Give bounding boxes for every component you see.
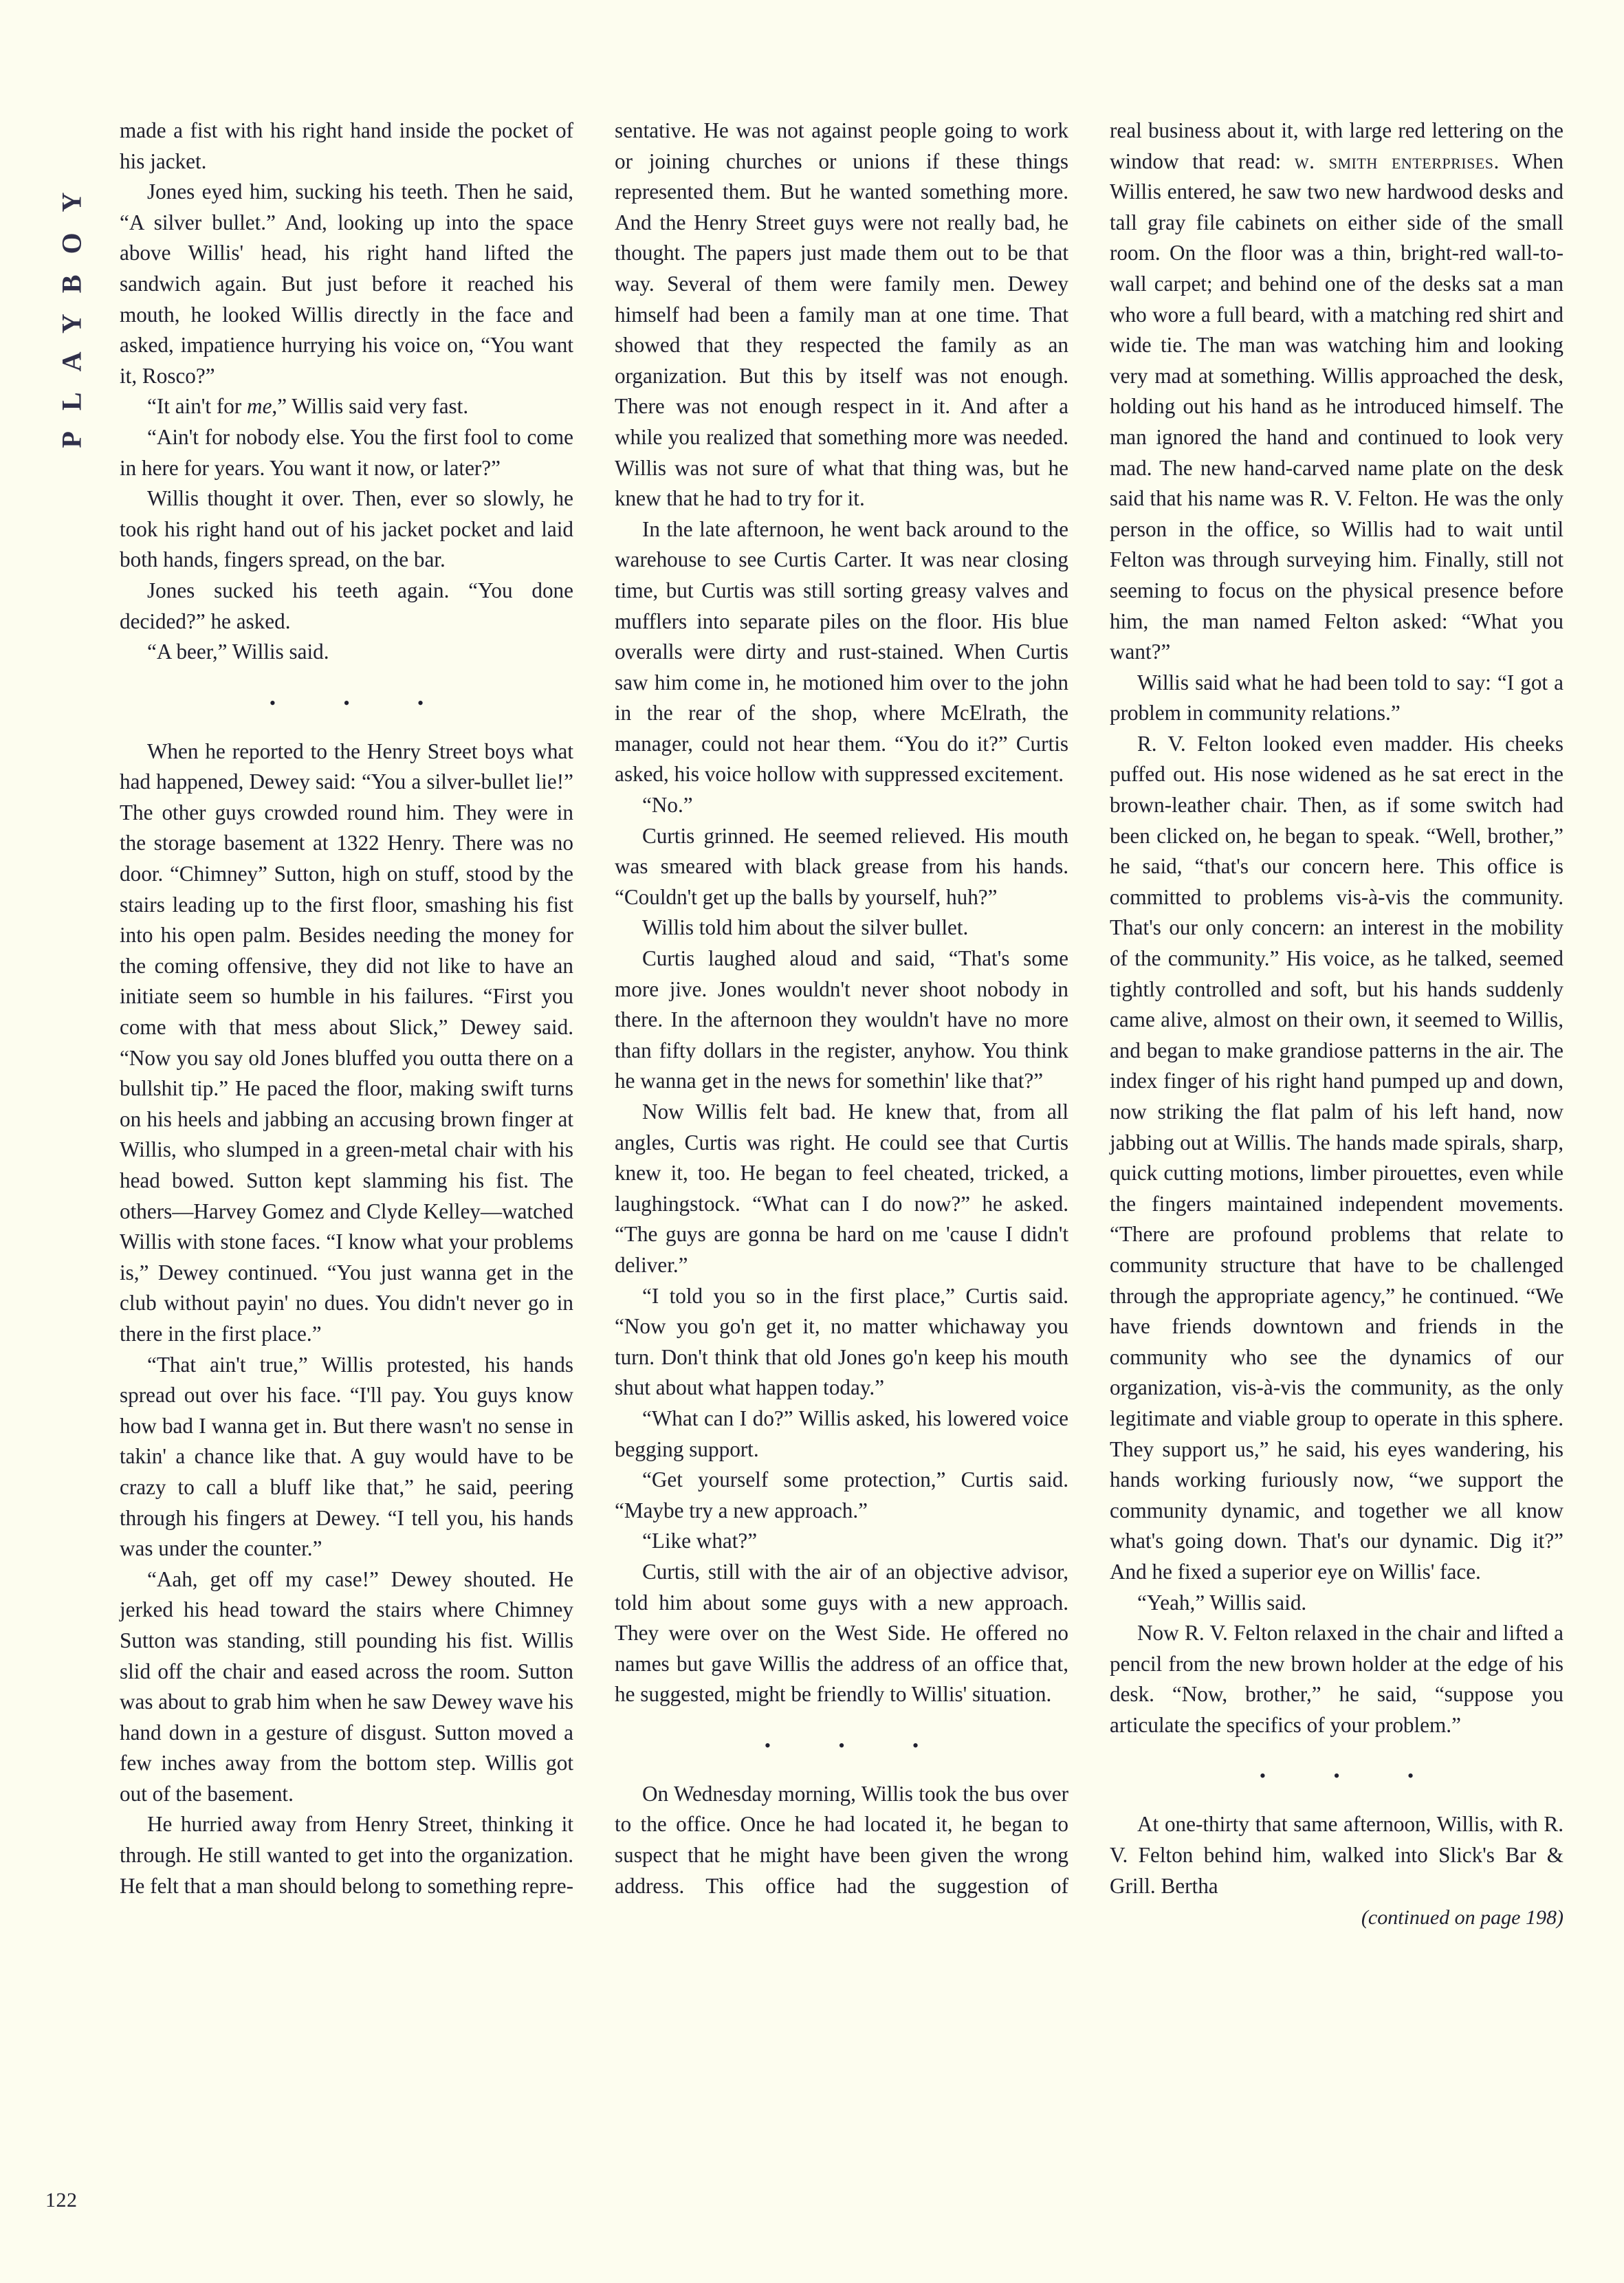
quote-fragment: ,” Willis said very fast. — [272, 394, 469, 419]
paragraph: “Aah, get off my case!” Dewey shouted. He jerked his head toward the stairs where Chimney Sutton was standing, still pounding his fist. Willis slid off the chair and eased across the room. Sutton was about to grab him when he saw Dewey wave his hand down in a gesture of disgust. Sutton moved a few inches away from the bottom step. Willis got out of the basement. — [120, 1566, 573, 1806]
paragraph: He hurried away from Henry Street, thinking it through. He still wanted to get into the organization. He felt that a man should belong to something repre- — [120, 1812, 573, 1898]
text-fragment: real business about it, with large red lettering on the window that read: — [1110, 118, 1563, 173]
paragraph — [120, 391, 573, 422]
section-break: • • • — [764, 1735, 951, 1756]
page-number: 122 — [45, 2189, 78, 2211]
paragraph: “Like what?” — [642, 1529, 758, 1553]
paragraph — [1110, 116, 1563, 668]
paragraph: In the late afternoon, he went back around to the warehouse to see Curtis Carter. It was near closing time, but Curtis was still sorting greasy valves and mufflers into separate piles on the floor. His blue overalls were dirty and rust-stained. When Curtis saw him come in, he motioned him over to the john in the rear of the shop, where McElrath, the manager, could not hear them. “You do it?” Curtis asked, his voice hollow with suppressed excitement. — [615, 516, 1068, 787]
text-fragment: . When Willis entered, he saw two new hardwood desks and tall gray file cabinets on either side of the small room. On the floor was a thin, bright-red wall-to-wall carpet; and behind one of the desks sat a man who wore a full beard, with a matching red shirt and wide tie. The man was watching him and looking very mad at something. Willis approached the desk, holding out his hand as he introduced himself. The man ignored the hand and continued to look very mad. The new hand-carved name plate on the desk said that his name was R. V. Felton. He was the only person in the office, so Willis had to wait until Felton was through surveying him. Finally, still not seeming to focus on the physical presence before him, the man named Felton asked: “What you want?” — [1110, 149, 1563, 664]
paragraph: “I told you so in the first place,” Curtis said. “Now you go'n get it, no matter whichaway you turn. Don't think that old Jones go'n keep his mouth shut about what happen today.” — [615, 1283, 1068, 1400]
paragraph: Curtis, still with the air of an objective advisor, told him about some guys with a new approach. They were over on the West Side. He offered no names but gave Willis the address of an office that, he suggested, might be friendly to Willis' situation. — [615, 1559, 1068, 1707]
text-column-3 — [1110, 116, 1563, 2178]
paragraph: “A beer,” Willis said. — [147, 640, 329, 664]
paragraph: Willis said what he had been told to say: “I got a problem in community relations.” — [1110, 670, 1563, 725]
paragraph: Now R. V. Felton relaxed in the chair and lifted a pencil from the new brown holder at the edge of his desk. “Now, brother,” he said, “suppose you articulate the specifics of your problem.” — [1110, 1621, 1563, 1737]
paragraph: When he reported to the Henry Street boys what had happened, Dewey said: “You a silver-bullet lie!” The other guys crowded round him. They were in the storage basement at 1322 Henry. There was no door. “Chimney” Sutton, high on stuff, stood by the stairs leading up to the first floor, smashing his fist into his open palm. Besides needing the money for the coming offensive, they did not like to have an initiate seem so humble in his failures. “First you come with that mess about Slick,” Dewey said. “Now you say old Jones bluffed you outta there on a bullshit tip.” He paced the floor, making swift turns on his heels and jabbing an accusing brown finger at Willis, who slumped in a green-metal chair with his head bowed. Sutton kept slamming his fist. The others—Harvey Gomez and Clyde Kelley—watched Willis with stone faces. “I know what your problems is,” Dewey continued. “You just wanna get in the club without payin' no dues. You didn't never go in there in the first place.” — [120, 739, 573, 1346]
emphasis: me — [247, 394, 272, 419]
paragraph: Jones eyed him, sucking his teeth. Then he said, “A silver bullet.” And, looking up into the space above Willis' head, his right hand lifted the sandwich again. But just before it reached his mouth, he looked Willis directly in the face and asked, impatience hurrying his voice on, “You want it, Rosco?” — [120, 179, 573, 388]
paragraph: sentative. He was not against people going to work or joining churches or unions if these things represented them. But he wanted something more. And the Henry Street guys were not really bad, he thought. The papers just made them out to be that way. Several of them were family men. Dewey himself had been a family man at one time. That showed that they respected the family as an organization. But this by itself was not enough. There was not enough respect in it. And after a while you realized that something more was needed. Willis was not sure of what that thing was, but he knew that he had to try for it. — [615, 118, 1068, 511]
paragraph: “No.” — [642, 793, 693, 818]
paragraph: Curtis laughed aloud and said, “That's some more jive. Jones wouldn't never shoot nobody in there. In the afternoon they wouldn't have no more than fifty dollars in the register, anyhow. You think he wanna get in the news for somethin' like that?” — [615, 946, 1068, 1093]
small-caps-signage: w. smith enterprises — [1294, 149, 1494, 173]
playboy-masthead-text: PLAYBOY — [56, 171, 87, 448]
section-break: • • • — [269, 692, 456, 713]
text-column-1 — [120, 116, 573, 2178]
paragraph: Curtis grinned. He seemed relieved. His mouth was smeared with black grease from his hands. “Couldn't get up the balls by yourself, huh?” — [615, 823, 1068, 909]
paragraph: made a fist with his right hand inside the pocket of his jacket. — [120, 118, 573, 173]
text-column-2 — [615, 116, 1068, 2178]
paragraph: “Ain't for nobody else. You the first fool to come in here for years. You want it now, or later?” — [120, 424, 573, 480]
playboy-masthead — [51, 117, 92, 502]
paragraph: On Wednesday morning, Willis took the bus over to the office. Once he had located it, he began to suspect that he might have been given the wrong address. This office had the suggestion of — [615, 1781, 1068, 1898]
quote-fragment: “It ain't for — [147, 394, 248, 419]
paragraph: Jones sucked his teeth again. “You done decided?” he asked. — [120, 578, 573, 633]
paragraph: R. V. Felton looked even madder. His cheeks puffed out. His nose widened as he sat erect in the brown-leather chair. Then, as if some switch had been clicked on, he began to speak. “Well, brother,” he said, “that's our concern here. This office is committed to problems vis-à-vis the community. That's our only concern: an interest in the mobility of the community.” His voice, as he talked, seemed tightly controlled and soft, but his hands suddenly came alive, almost on their own, it seemed to Willis, and began to make grandiose patterns in the air. The index finger of his right hand pumped up and down, now striking the flat palm of his left hand, now jabbing out at Willis. The hands made spirals, sharp, quick cutting motions, limber pirouettes, even while the fingers maintained independent movements. “There are profound problems that relate to community structure that have to be challenged through the appropriate agency,” he continued. “We have friends downtown and friends in the community who see the dynamics of our organization, vis-à-vis the community, as the only legitimate and viable group to operate in this sphere. They support us,” he said, his eyes wandering, his hands working furiously now, “we support the community dynamic, and together we all know what's going down. That's our dynamic. Dig it?” And he fixed a superior eye on Willis' face. — [1110, 731, 1563, 1584]
paragraph: At one-thirty that same afternoon, Willis, with R. V. Felton behind him, walked into Slick's Bar & Grill. Bertha — [1110, 1812, 1563, 1898]
paragraph: Willis told him about the silver bullet. — [642, 915, 969, 940]
continued-note: (continued on page 198) — [1361, 1906, 1563, 1930]
paragraph: Willis thought it over. Then, ever so slowly, he took his right hand out of his jacket pocket and laid both hands, fingers spread, on the bar. — [120, 486, 573, 572]
three-column-body — [120, 116, 1563, 2178]
paragraph: “That ain't true,” Willis protested, his hands spread out over his face. “I'll pay. You guys know how bad I wanna get in. But there wasn't no sense in takin' a chance like that. A guy would have to be crazy to call a bluff like that,” he said, peering through his fingers at Dewey. “I tell you, his hands was under the counter.” — [120, 1352, 573, 1561]
paragraph: Now Willis felt bad. He knew that, from all angles, Curtis was right. He could see that Curtis knew it, too. He began to feel cheated, tricked, a laughingstock. “What can I do now?” he asked. “The guys are gonna be hard on me 'cause I didn't deliver.” — [615, 1100, 1068, 1277]
paragraph: “Yeah,” Willis said. — [1137, 1590, 1307, 1615]
paragraph: “Get yourself some protection,” Curtis said. “Maybe try a new approach.” — [615, 1467, 1068, 1522]
paragraph: “What can I do?” Willis asked, his lowered voice begging support. — [615, 1406, 1068, 1461]
section-break: • • • — [1259, 1766, 1446, 1787]
